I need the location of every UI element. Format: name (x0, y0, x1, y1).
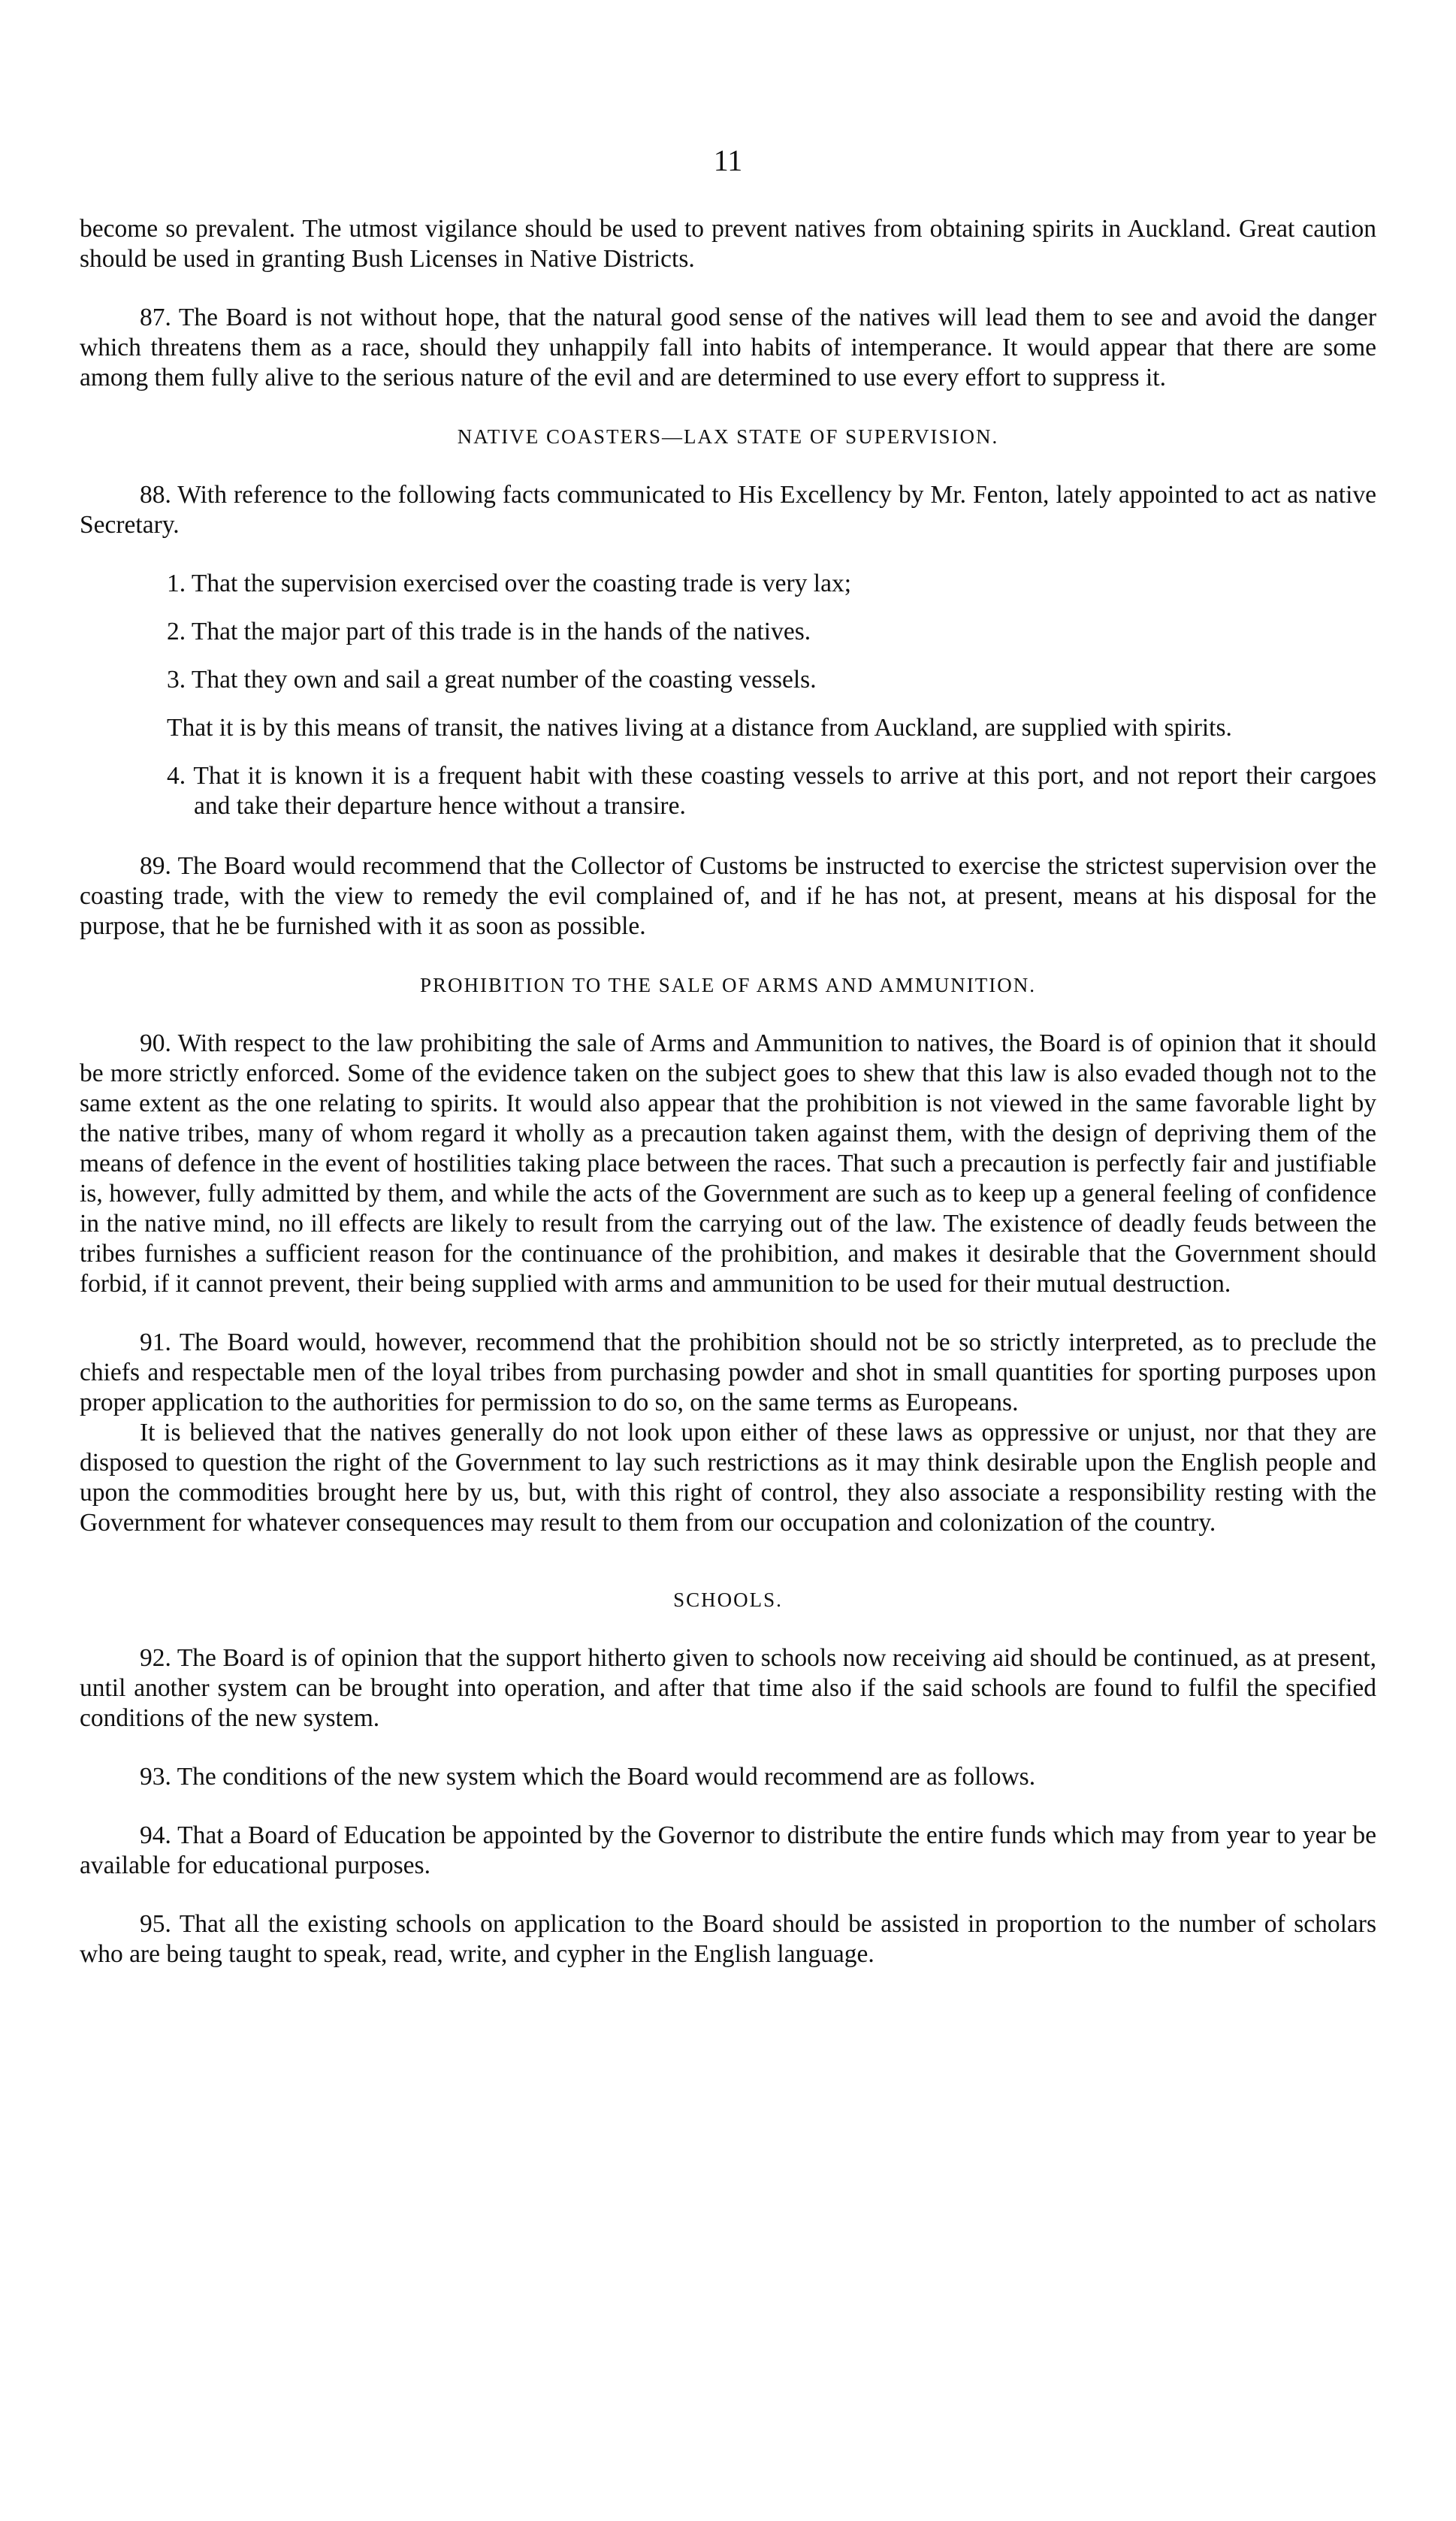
list-item: 4. That it is known it is a frequent habit with these coasting vessels to arrive at this port, and not report their cargoes and take their departure hence without a transire. (167, 762, 1376, 820)
section-heading-schools: SCHOOLS. (673, 1588, 783, 1611)
paragraph-93: 93. The conditions of the new system which the Board would recommend are as follows. (140, 1763, 1036, 1791)
section-heading-native-coasters: NATIVE COASTERS—LAX STATE OF SUPERVISION. (457, 425, 999, 448)
paragraph-88: 88. With reference to the following facts communicated to His Excellency by Mr. Fenton, lately appointed to act as native Secretary. (80, 481, 1376, 539)
list-item: 3. That they own and sail a great number of the coasting vessels. (167, 666, 817, 694)
paragraph-94: 94. That a Board of Education be appointed by the Governor to distribute the entire funds which may from year to year be available for educational purposes. (80, 1821, 1376, 1879)
section-heading-arms: PROHIBITION TO THE SALE OF ARMS AND AMMUNITION. (419, 974, 1037, 996)
paragraph-continuation: become so prevalent. The utmost vigilance should be used to prevent natives from obtaining spirits in Auckland. Great caution should be used in granting Bush Licenses in Native Districts. (80, 215, 1376, 273)
list-item: 2. That the major part of this trade is in the hands of the natives. (167, 618, 811, 645)
list-item: 1. That the supervision exercised over the coasting trade is very lax; (167, 570, 852, 597)
paragraph-92: 92. The Board is of opinion that the support hitherto given to schools now receiving aid should be continued, as at present, until another system can be brought into operation, and after that time also if the said schools are found to fulfil the specified conditions of the new system. (80, 1644, 1376, 1732)
paragraph-91: 91. The Board would, however, recommend that the prohibition should not be so strictly interpreted, as to preclude the chiefs and respectable men of the loyal tribes from purchasing powder and shot in small quantities for sporting purposes upon proper application to the authorities for permission to do so, on the same terms as Europeans. (80, 1329, 1376, 1416)
paragraph-89: 89. The Board would recommend that the Collector of Customs be instructed to exercise the strictest supervision over the coasting trade, with the view to remedy the evil complained of, and if he has not, at present, means at his disposal for the purpose, that he be furnished with it as soon as possible. (80, 852, 1376, 940)
paragraph-91-continued: It is believed that the natives generally do not look upon either of these laws as oppressive or unjust, nor that they are disposed to question the right of the Government to lay such restrictions as it may think desirable upon the English people and upon the commodities brought here by us, but, with this right of control, they also associate a responsibility resting with the Government for whatever consequences may result to them from our occupation and colonization of the country. (80, 1419, 1376, 1537)
facts-list (80, 569, 1376, 821)
list-item: That it is by this means of transit, the natives living at a distance from Auckland, are supplied with spirits. (167, 714, 1232, 742)
paragraph-90: 90. With respect to the law prohibiting the sale of Arms and Ammunition to natives, the Board is of opinion that it should be more strictly enforced. Some of the evidence taken on the subject goes to shew that this law is also evaded though not to the same extent as the one relating to spirits. It would also appear that the prohibition is not viewed in the same favorable light by the native tribes, many of whom regard it wholly as a precaution taken against them, with the design of depriving them of the means of defence in the event of hostilities taking place between the races. That such a precaution is perfectly fair and justifiable is, however, fully admitted by them, and while the acts of the Government are such as to keep up a general feeling of confidence in the native mind, no ill effects are likely to result from the carrying out of the law. The existence of deadly feuds between the tribes furnishes a sufficient reason for the continuance of the prohibition, and makes it desirable that the Government should forbid, if it cannot prevent, their being supplied with arms and ammunition to be used for their mutual destruction. (80, 1029, 1376, 1298)
paragraph-87: 87. The Board is not without hope, that the natural good sense of the natives will lead them to see and avoid the danger which threatens them as a race, should they unhappily fall into habits of intemperance. It would appear that there are some among them fully alive to the serious nature of the evil and are determined to use every effort to suppress it. (80, 304, 1376, 391)
document-body (80, 214, 1376, 1998)
page-number: 11 (713, 144, 743, 177)
paragraph-95: 95. That all the existing schools on application to the Board should be assisted in proportion to the number of scholars who are being taught to speak, read, write, and cypher in the English language. (80, 1910, 1376, 1968)
